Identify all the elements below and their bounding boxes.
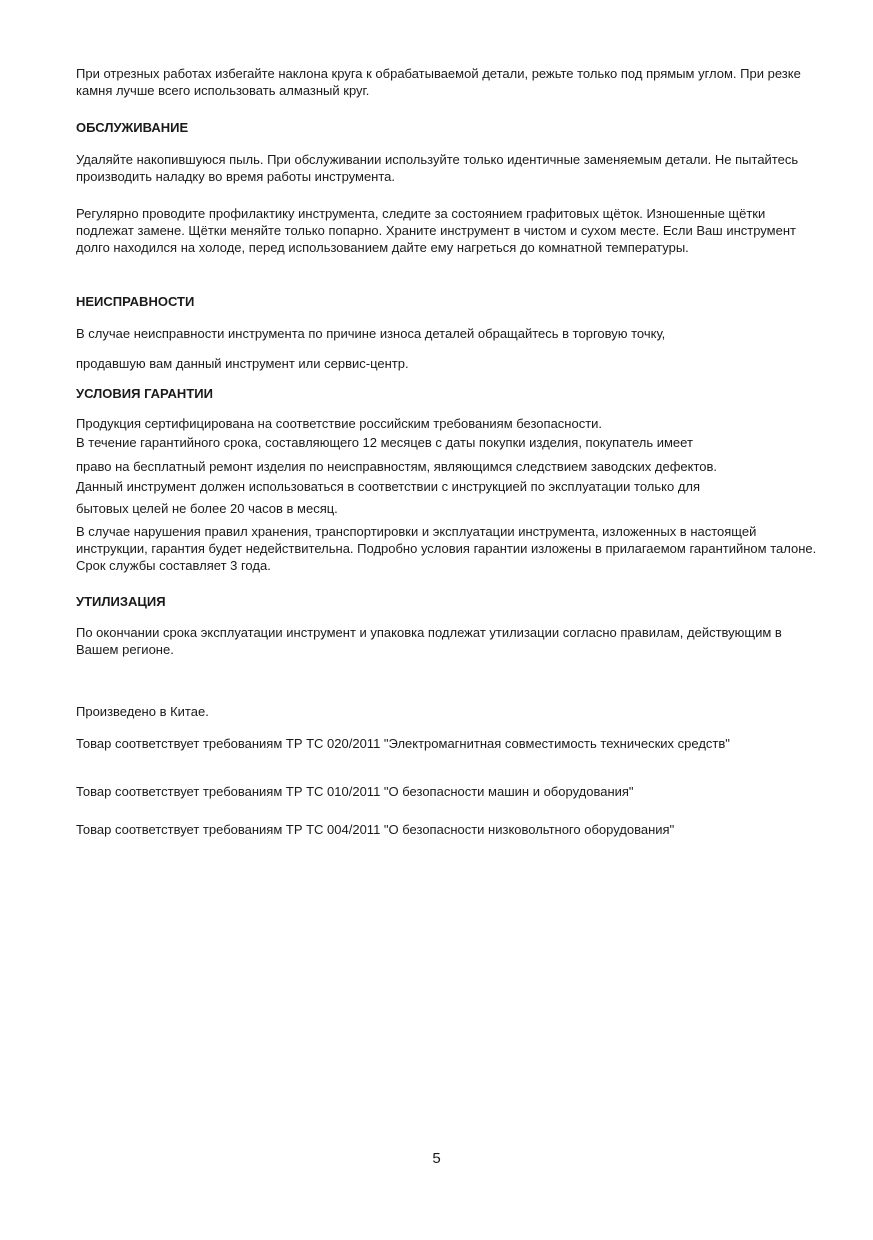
compliance-line-3: Товар соответствует требованиям ТР ТС 004/2011 "О безопасности низковольтного оборудования" — [76, 822, 675, 837]
compliance-line-2: Товар соответствует требованиям ТР ТС 010/2011 "О безопасности машин и оборудования" — [76, 784, 634, 799]
intro-paragraph: При отрезных работах избегайте наклона круга к обрабатываемой детали, режьте только под прямым углом. При резке камня лучше всего использовать алмазный круг. — [76, 66, 801, 98]
service-paragraph-2: Регулярно проводите профилактику инструмента, следите за состоянием графитовых щёток. Изношенные щётки подлежат замене. Щётки меняйте только попарно. Храните инструмент в чистом и сухом месте. Если Ваш инструмент долго находился на холоде, перед использованием дайте ему нагреться до комнатной температуры. — [76, 206, 796, 255]
page-number: 5 — [432, 1150, 441, 1167]
service-paragraph-1: Удаляйте накопившуюся пыль. При обслуживании используйте только идентичные заменяемым детали. Не пытайтесь производить наладку во время работы инструмента. — [76, 152, 799, 184]
faults-paragraph-2: продавшую вам данный инструмент или сервис-центр. — [76, 356, 409, 371]
warranty-paragraph-6: В случае нарушения правил хранения, транспортировки и эксплуатации инструмента, изложенных в настоящей инструкции, гарантия будет недействительна. Подробно условия гарантии изложены в прилагаемом гарантийном талоне. Срок службы составляет 3 года. — [76, 524, 817, 573]
warranty-paragraph-2: В течение гарантийного срока, составляющего 12 месяцев с даты покупки изделия, покупатель имеет — [76, 435, 693, 450]
warranty-paragraph-3: право на бесплатный ремонт изделия по неисправностям, являющимся следствием заводских дефектов. — [76, 459, 718, 474]
disposal-paragraph-1: По окончании срока эксплуатации инструмент и упаковка подлежат утилизации согласно правилам, действующим в Вашем регионе. — [76, 625, 782, 657]
warranty-paragraph-1: Продукция сертифицирована на соответствие российским требованиям безопасности. — [76, 416, 603, 431]
origin-text: Произведено в Китае. — [76, 704, 209, 719]
section-title-service: ОБСЛУЖИВАНИЕ — [76, 120, 189, 135]
compliance-line-1: Товар соответствует требованиям ТР ТС 020/2011 "Электромагнитная совместимость технических средств" — [76, 736, 730, 751]
warranty-paragraph-4: Данный инструмент должен использоваться в соответствии с инструкцией по эксплуатации только для — [76, 479, 701, 494]
faults-paragraph-1: В случае неисправности инструмента по причине износа деталей обращайтесь в торговую точку, — [76, 326, 666, 341]
warranty-paragraph-5: бытовых целей не более 20 часов в месяц. — [76, 501, 338, 516]
section-title-disposal: УТИЛИЗАЦИЯ — [76, 594, 166, 609]
section-title-faults: НЕИСПРАВНОСТИ — [76, 294, 195, 309]
section-title-warranty: УСЛОВИЯ ГАРАНТИИ — [76, 386, 213, 401]
